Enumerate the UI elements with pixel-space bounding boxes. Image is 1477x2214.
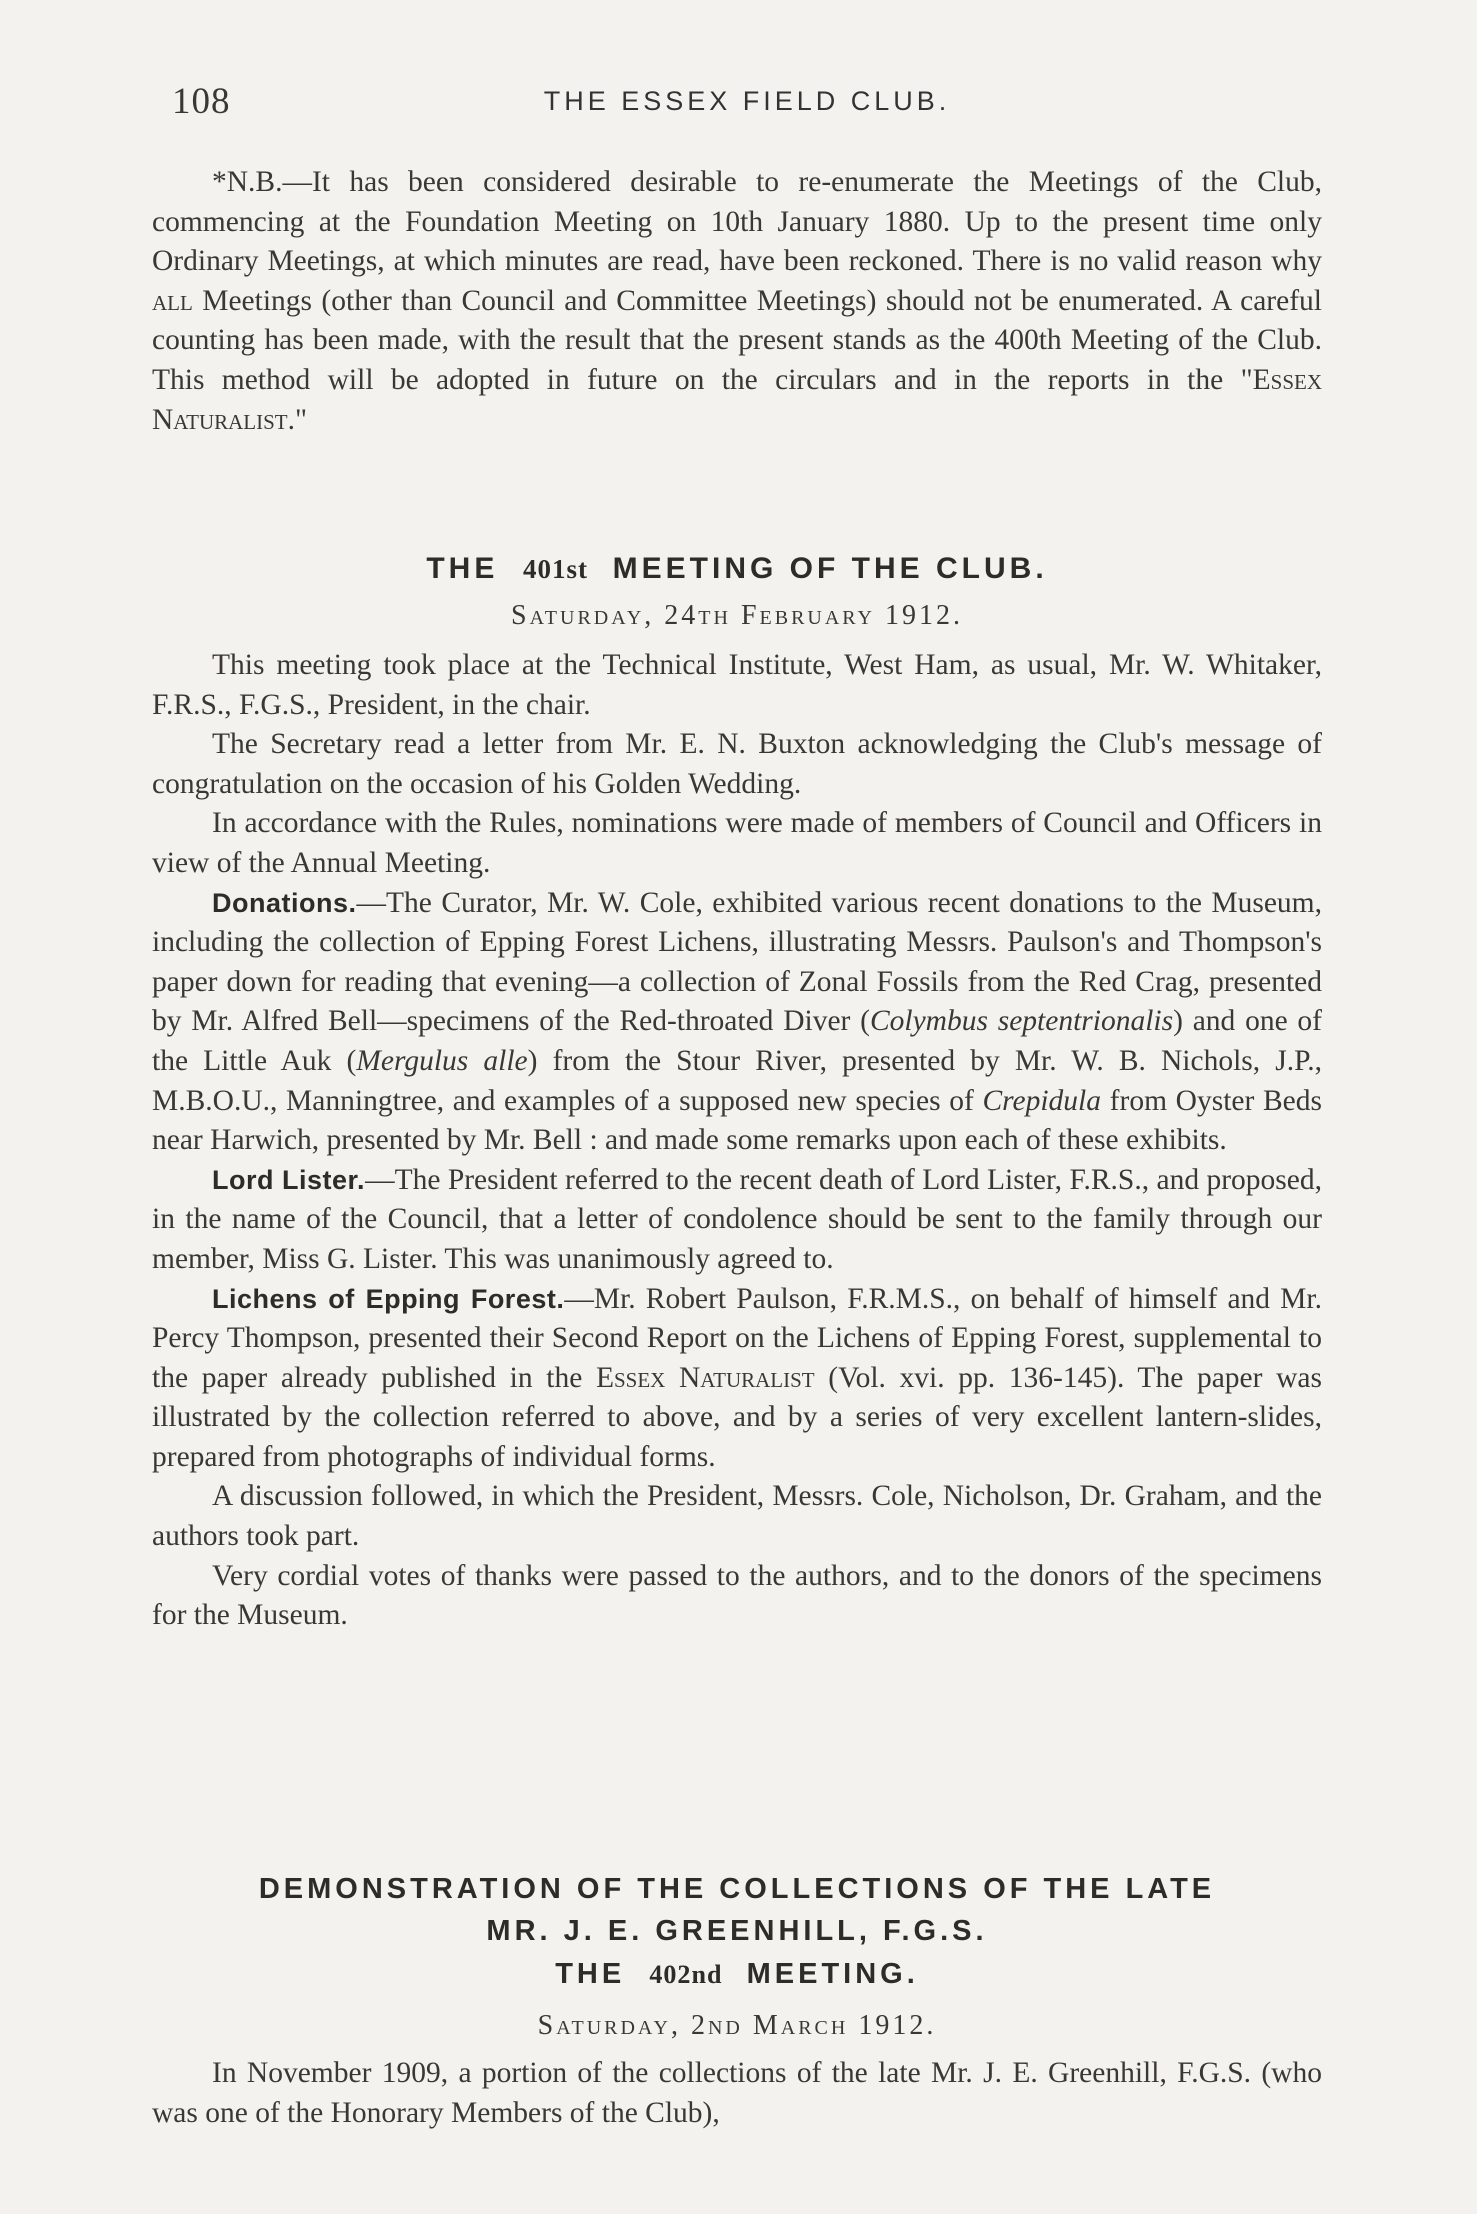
meeting-401-date: Saturday, 24th February 1912. <box>511 600 963 631</box>
meeting-402-body <box>152 2054 1322 2133</box>
meeting-401-body <box>152 646 1322 1636</box>
meeting-402-subheading: THE 402nd MEETING. <box>555 1958 919 1990</box>
venue-paragraph: This meeting took place at the Technical Institute, West Ham, as usual, Mr. W. Whitaker, F.R.S., F.G.S., President, in the chair. <box>152 649 1322 721</box>
meeting-401-heading: THE 401st MEETING OF THE CLUB. <box>426 552 1048 585</box>
greenhill-paragraph: In November 1909, a portion of the collections of the late Mr. J. E. Greenhill, F.G.S. (who was one of the Honorary Members of the Club), <box>152 2057 1322 2129</box>
meeting-402-date: Saturday, 2nd March 1912. <box>537 2010 937 2041</box>
enumeration-note <box>152 163 1322 440</box>
page-number: 108 <box>172 81 231 122</box>
discussion-paragraph: A discussion followed, in which the President, Messrs. Cole, Nicholson, Dr. Graham, and the authors took part. <box>152 1480 1322 1553</box>
thanks-paragraph: Very cordial votes of thanks were passed to the authors, and to the donors of the specimens for the Museum. <box>152 1559 1322 1632</box>
running-title: THE ESSEX FIELD CLUB. <box>543 86 951 116</box>
lister-paragraph: Lord Lister.—The President referred to the recent death of Lord Lister, F.R.S., and proposed, in the name of the Council, that a letter of condolence should be sent to the family through our member, Miss G. Lister. This was unanimously agreed to. <box>152 1163 1322 1275</box>
secretary-paragraph: The Secretary read a letter from Mr. E. N. Buxton acknowledging the Club's message of congratulation on the occasion of his Golden Wedding. <box>152 728 1322 800</box>
donations-paragraph: Donations.—The Curator, Mr. W. Cole, exhibited various recent donations to the Museum, including the collection of Epping Forest Lichens, illustrating Messrs. Paulson's and Thompson's paper down for reading that evening—a collection of Zonal Fossils from the Red Crag, presented by Mr. Alfred Bell—specimens of the Red-throated Diver (Colymbus septentrionalis) and one of the Little Auk (Mergulus alle) from the Stour River, presented by Mr. W. B. Nichols, J.P., M.B.O.U., Manningtree, and examples of a supposed new species of Crepidula from Oyster Beds near Harwich, presented by Mr. Bell : and made some remarks upon each of these exhibits. <box>152 886 1323 1157</box>
donations-heading: Donations. <box>212 887 357 918</box>
note-paragraph: *N.B.—It has been considered desirable to re-enumerate the Meetings of the Club, commencing at the Foundation Meeting on 10th January 1880. Up to the present time only Ordinary Meetings, at which minutes are read, have been reckoned. There is no valid reason why all Meetings (other than Council and Committee Meetings) should not be enumerated. A careful counting has been made, with the result that the present stands as the 400th Meeting of the Club. This method will be adopted in future on the circulars and in the reports in the "Essex Naturalist." <box>152 166 1322 436</box>
nominations-paragraph: In accordance with the Rules, nominations were made of members of Council and Officers in view of the Annual Meeting. <box>152 807 1322 879</box>
lichens-heading: Lichens of Epping Forest. <box>212 1283 565 1314</box>
running-head <box>172 80 1322 130</box>
meeting-402-heading: DEMONSTRATION OF THE COLLECTIONS OF THE LATE MR. J. E. GREENHILL, F.G.S. <box>258 1873 1216 1947</box>
lichens-paragraph: Lichens of Epping Forest.—Mr. Robert Paulson, F.R.M.S., on behalf of himself and Mr. Percy Thompson, presented their Second Report on the Lichens of Epping Forest, supplemental to the paper already published in the Essex Naturalist (Vol. xvi. pp. 136-145). The paper was illustrated by the collection referred to above, and by a series of very excellent lantern-slides, prepared from photographs of individual forms. <box>152 1282 1322 1473</box>
lister-heading: Lord Lister. <box>212 1164 366 1195</box>
